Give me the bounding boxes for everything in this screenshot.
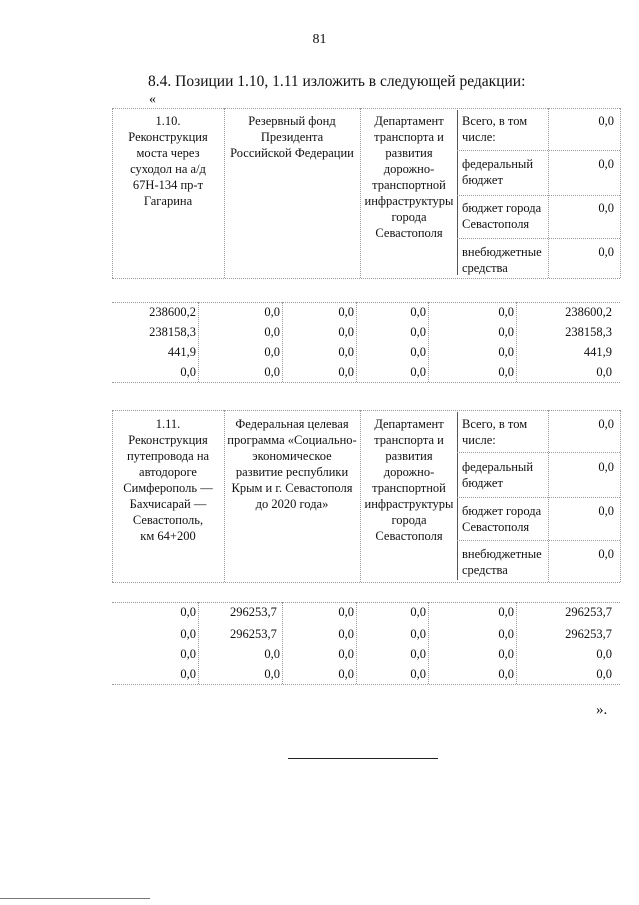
row-divider (457, 150, 620, 151)
executor-line: города (391, 513, 427, 527)
amendment-heading: 8.4. Позиции 1.10, 1.11 изложить в следующей редакции: (148, 73, 526, 90)
source-label-line: бюджет (462, 173, 503, 187)
row-divider (457, 497, 620, 498)
object-name-line: Бахчисарай — (129, 497, 207, 511)
position-cell (112, 416, 224, 544)
source-label-line: внебюджетные (462, 245, 542, 259)
object-name-line: автодороге (139, 465, 197, 479)
funding-program-cell (222, 113, 362, 161)
source-value: 0,0 (598, 201, 614, 215)
cell-value: 238158,3 (149, 325, 196, 339)
cell-value: 441,9 (583, 345, 612, 359)
opening-quote: « (149, 92, 156, 107)
cell-value: 0,0 (180, 647, 196, 661)
cell-value: 296253,7 (565, 627, 612, 641)
position-cell (112, 113, 224, 209)
source-label (462, 546, 552, 578)
cell-value: 0,0 (338, 605, 354, 619)
source-label-line: внебюджетные (462, 547, 542, 561)
table-border-bottom (112, 582, 620, 583)
source-label-line: Всего, в том (462, 417, 528, 431)
executor-line: дорожно- (383, 465, 435, 479)
object-name-line: км 64+200 (140, 529, 196, 543)
cell-value: 0,0 (264, 365, 280, 379)
executor-line: Севастополя (375, 226, 443, 240)
cell-value: 0,0 (264, 305, 280, 319)
executor-line: развития (385, 146, 433, 160)
cell-value: 0,0 (410, 305, 426, 319)
object-name-line: Севастополь, (132, 513, 204, 527)
cell-value: 238600,2 (149, 305, 196, 319)
column-divider (620, 108, 621, 278)
source-label (462, 416, 552, 448)
cell-value: 296253,7 (230, 627, 277, 641)
executor-line: Департамент (374, 417, 444, 431)
cell-value: 0,0 (264, 647, 280, 661)
source-value: 0,0 (598, 417, 614, 431)
source-label-line: средства (462, 261, 508, 275)
cell-value: 0,0 (264, 345, 280, 359)
cell-value: 0,0 (596, 667, 612, 681)
executor-line: транспортной (372, 178, 446, 192)
closing-quote: ». (596, 702, 608, 718)
executor-line: Севастополя (375, 529, 443, 543)
executor-cell (358, 113, 460, 241)
table-border-bottom (112, 684, 620, 685)
program-line: Федеральная целевая (235, 417, 349, 431)
source-value: 0,0 (598, 114, 614, 128)
cell-value: 0,0 (410, 345, 426, 359)
cell-value: 0,0 (410, 647, 426, 661)
source-label (462, 503, 552, 535)
cell-value: 0,0 (498, 305, 514, 319)
object-name-line: Реконструкция (128, 433, 208, 447)
row-divider (457, 452, 620, 453)
source-value: 0,0 (598, 157, 614, 171)
cell-value: 238600,2 (565, 305, 612, 319)
program-line: Резервный фонд (248, 114, 336, 128)
cell-value: 441,9 (167, 345, 196, 359)
object-name-line: путепровода на (126, 449, 210, 463)
source-label-line: средства (462, 563, 508, 577)
executor-line: транспортной (372, 481, 446, 495)
cell-value: 0,0 (338, 305, 354, 319)
cell-value: 0,0 (338, 647, 354, 661)
source-label-line: числе: (462, 433, 496, 447)
cell-value: 0,0 (338, 325, 354, 339)
executor-line: транспорта и (374, 433, 444, 447)
table-border-bottom (112, 382, 620, 383)
cell-value: 0,0 (596, 647, 612, 661)
source-label (462, 459, 552, 491)
column-divider (620, 410, 621, 582)
source-label (462, 200, 552, 232)
cell-value: 0,0 (498, 605, 514, 619)
object-name-line: Реконструкция (128, 130, 208, 144)
object-name-line: Гагарина (143, 194, 193, 208)
bottom-margin-line (0, 898, 150, 899)
row-divider (457, 195, 620, 196)
source-label (462, 244, 552, 276)
cell-value: 296253,7 (565, 605, 612, 619)
executor-line: дорожно- (383, 162, 435, 176)
table-border-top (112, 108, 620, 109)
program-line: Президента (260, 130, 324, 144)
object-name-line: 67Н-134 пр-т (132, 178, 204, 192)
cell-value: 0,0 (264, 667, 280, 681)
cell-value: 0,0 (498, 667, 514, 681)
cell-value: 0,0 (498, 365, 514, 379)
cell-value: 0,0 (180, 627, 196, 641)
executor-line: транспорта и (374, 130, 444, 144)
position-number: 1.11. (155, 417, 181, 431)
cell-value: 0,0 (410, 605, 426, 619)
source-label-line: федеральный (462, 460, 534, 474)
separator-line (288, 758, 438, 759)
funding-program-cell (222, 416, 362, 512)
cell-value: 296253,7 (230, 605, 277, 619)
program-line: до 2020 года» (255, 497, 329, 511)
page-number: 81 (312, 32, 327, 47)
executor-line: инфраструктуры (364, 194, 454, 208)
row-divider (457, 540, 620, 541)
cell-value: 0,0 (264, 325, 280, 339)
source-label-line: бюджет города (462, 504, 542, 518)
cell-value: 238158,3 (565, 325, 612, 339)
source-label-line: федеральный (462, 157, 534, 171)
cell-value: 0,0 (498, 627, 514, 641)
executor-line: Департамент (374, 114, 444, 128)
source-label-line: числе: (462, 130, 496, 144)
executor-line: развития (385, 449, 433, 463)
cell-value: 0,0 (498, 345, 514, 359)
source-label (462, 156, 552, 188)
source-label-line: Севастополя (462, 217, 530, 231)
executor-cell (358, 416, 460, 544)
cell-value: 0,0 (180, 667, 196, 681)
cell-value: 0,0 (410, 667, 426, 681)
source-value: 0,0 (598, 504, 614, 518)
cell-value: 0,0 (498, 647, 514, 661)
cell-value: 0,0 (338, 345, 354, 359)
executor-line: города (391, 210, 427, 224)
object-name-line: Симферополь — (123, 481, 213, 495)
object-name-line: моста через (136, 146, 200, 160)
cell-value: 0,0 (338, 627, 354, 641)
table-border-top (112, 302, 620, 303)
cell-value: 0,0 (180, 605, 196, 619)
table-border-top (112, 410, 620, 411)
program-line: Российской Федерации (230, 146, 354, 160)
table-border-top (112, 602, 620, 603)
object-name-line: суходол на а/д (130, 162, 206, 176)
source-label (462, 113, 552, 145)
cell-value: 0,0 (410, 627, 426, 641)
source-value: 0,0 (598, 245, 614, 259)
source-label-line: бюджет города (462, 201, 542, 215)
program-line: развитие республики (235, 465, 349, 479)
executor-line: инфраструктуры (364, 497, 454, 511)
source-value: 0,0 (598, 460, 614, 474)
table-border-bottom (112, 278, 620, 279)
program-line: программа «Социально- (227, 433, 357, 447)
cell-value: 0,0 (338, 667, 354, 681)
cell-value: 0,0 (410, 365, 426, 379)
cell-value: 0,0 (410, 325, 426, 339)
program-line: Крым и г. Севастополя (231, 481, 353, 495)
cell-value: 0,0 (180, 365, 196, 379)
source-label-line: Всего, в том (462, 114, 528, 128)
row-divider (457, 238, 620, 239)
source-label-line: бюджет (462, 476, 503, 490)
program-line: экономическое (252, 449, 332, 463)
source-label-line: Севастополя (462, 520, 530, 534)
cell-value: 0,0 (338, 365, 354, 379)
position-number: 1.10. (155, 114, 181, 128)
cell-value: 0,0 (498, 325, 514, 339)
cell-value: 0,0 (596, 365, 612, 379)
source-value: 0,0 (598, 547, 614, 561)
